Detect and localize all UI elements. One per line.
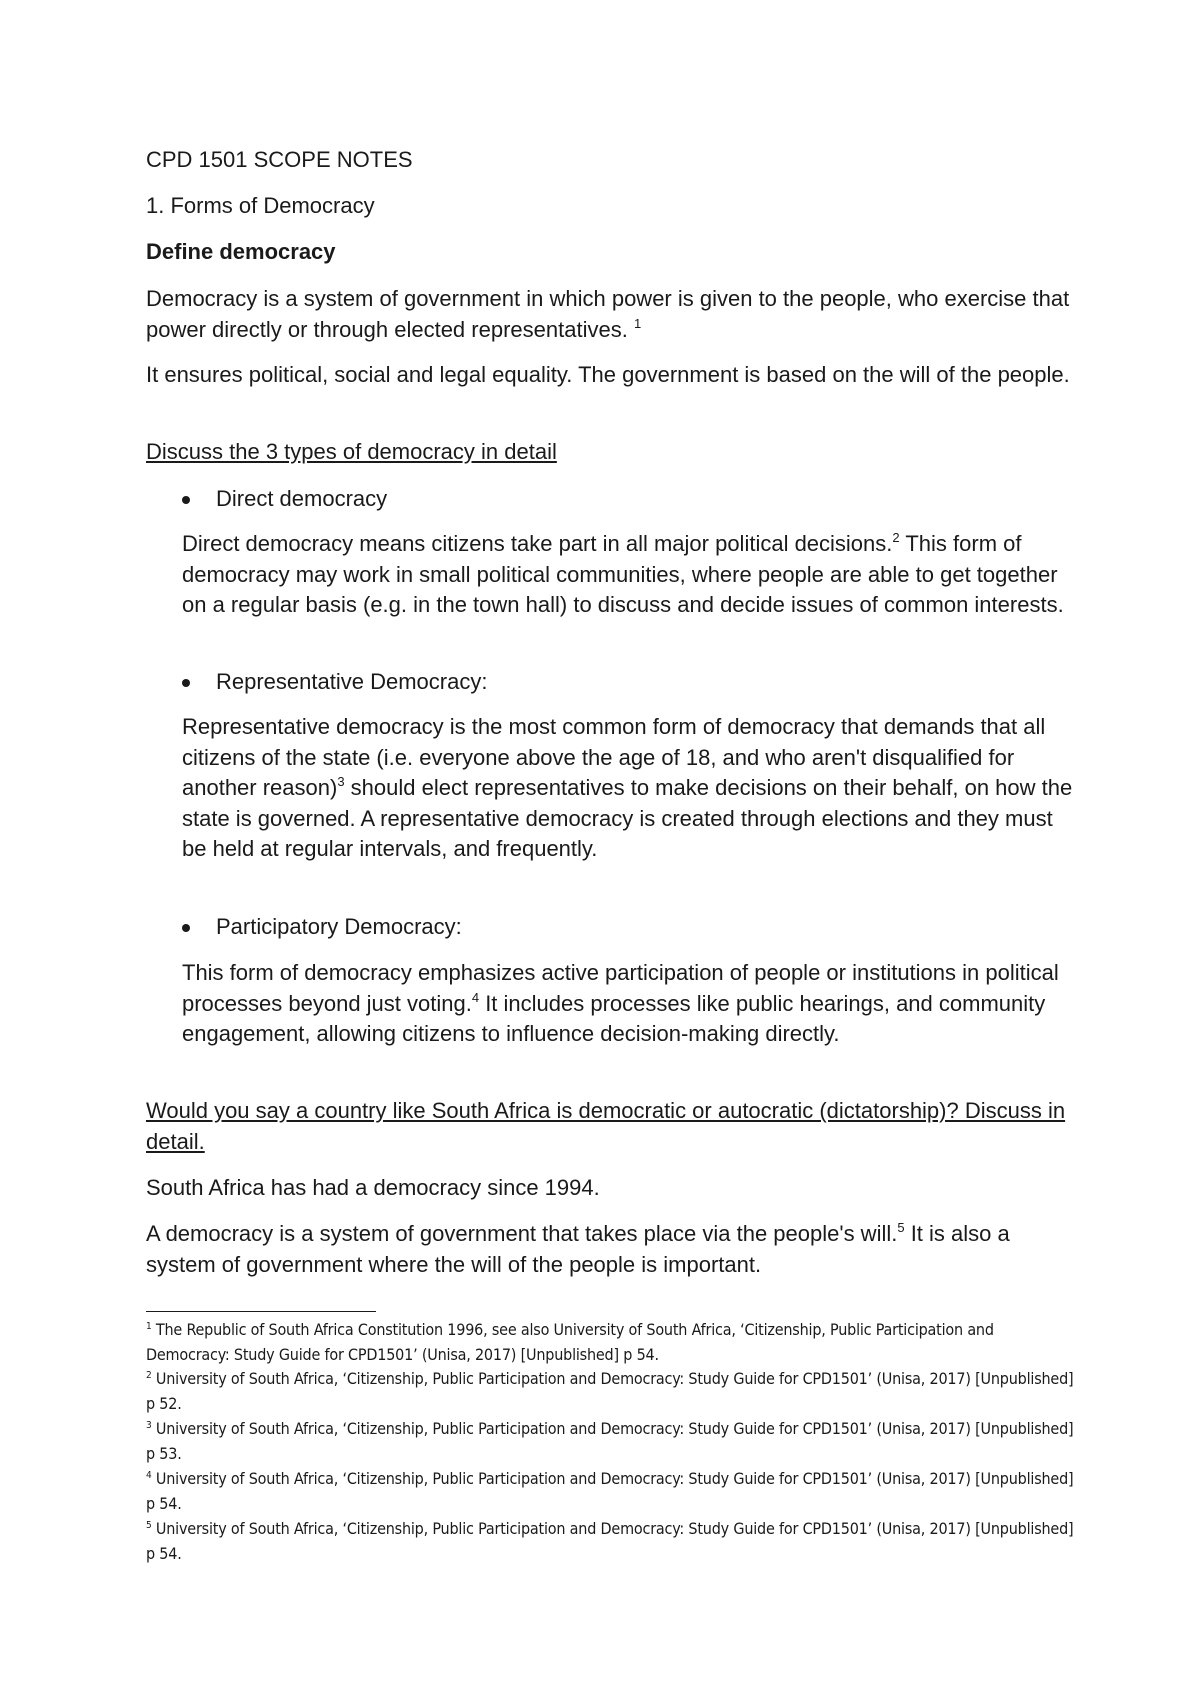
participatory-democracy-paragraph: This form of democracy emphasizes active participation of people or institutions in political processes beyond just voting.$^4$ It includes processes like public hearings, and community engagement, allowing citizens to influence decision-making directly. bbox=[182, 960, 1059, 1046]
question-south-africa: Would you say a country like South Africa is democratic or autocratic (dictatorship)? Discuss in detail. bbox=[146, 1098, 1066, 1154]
bullet-dot bbox=[182, 679, 190, 687]
equality-paragraph: It ensures political, social and legal equality. The government is based on the will of the people. bbox=[146, 362, 1070, 387]
representative-democracy-paragraph: Representative democracy is the most common form of democracy that demands that all citizens of the state (i.e. everyone above the age of 18, and who aren't disqualified for another reason)$^3$ should elect representatives to make decisions on their behalf, on how the state is governed. A representative democracy is created through elections and they must be held at regular intervals, and frequently. bbox=[182, 714, 1073, 861]
bullet-label: Direct democracy bbox=[216, 486, 388, 511]
define-heading: Define democracy bbox=[146, 239, 336, 264]
footnote-1: $^1$ The Republic of South Africa Constitution 1996, see also University of South Africa, ‘Citizenship, Public Participation and Democracy: Study Guide for CPD1501’ (Unisa, 2017) [Unpublished] p 54. bbox=[146, 1320, 994, 1364]
south-africa-paragraph-1: South Africa has had a democracy since 1994. bbox=[146, 1175, 600, 1200]
direct-democracy-paragraph: Direct democracy means citizens take part in all major political decisions.$^2$ This form of democracy may work in small political communities, where people are able to get together on a regular basis (e.g. in the town hall) to discuss and decide issues of common interests. bbox=[182, 530, 1064, 617]
document-title: CPD 1501 SCOPE NOTES bbox=[146, 147, 413, 172]
footnote-ref-1[interactable]: 1 bbox=[633, 315, 642, 331]
definition-paragraph: Democracy is a system of government in which power is given to the people, who exercise that power directly or through elected representatives. $^1$ bbox=[146, 286, 1070, 342]
bullet-label: Representative Democracy: bbox=[216, 669, 488, 694]
footnote-ref-5[interactable]: 5 bbox=[897, 1220, 905, 1235]
bullet-dot bbox=[182, 496, 190, 504]
bullet-label: Participatory Democracy: bbox=[216, 914, 462, 939]
footnote-separator bbox=[146, 1311, 376, 1312]
footnote-3: $^3$ University of South Africa, ‘Citizenship, Public Participation and Democracy: Study Guide for CPD1501’ (Unisa, 2017) [Unpublished] p 53. bbox=[146, 1419, 1074, 1463]
section-heading: 1. Forms of Democracy bbox=[146, 193, 375, 218]
footnote-2: $^2$ University of South Africa, ‘Citizenship, Public Participation and Democracy: Study Guide for CPD1501’ (Unisa, 2017) [Unpublished] p 52. bbox=[146, 1369, 1074, 1413]
bullet-dot bbox=[182, 924, 190, 932]
footnote-ref-4[interactable]: 4 bbox=[471, 989, 480, 1005]
question-types: Discuss the 3 types of democracy in detail bbox=[146, 439, 557, 464]
footnote-ref-3[interactable]: 3 bbox=[337, 774, 345, 789]
south-africa-paragraph-2: A democracy is a system of government that takes place via the people's will.$^5$ It is also a system of government where the will of the people is important. bbox=[146, 1220, 1010, 1277]
footnote-4: $^4$ University of South Africa, ‘Citizenship, Public Participation and Democracy: Study Guide for CPD1501’ (Unisa, 2017) [Unpublished] p 54. bbox=[146, 1469, 1074, 1513]
footnote-ref-2[interactable]: 2 bbox=[892, 530, 900, 545]
footnote-5: $^5$ University of South Africa, ‘Citizenship, Public Participation and Democracy: Study Guide for CPD1501’ (Unisa, 2017) [Unpublished] p 54. bbox=[146, 1519, 1074, 1563]
